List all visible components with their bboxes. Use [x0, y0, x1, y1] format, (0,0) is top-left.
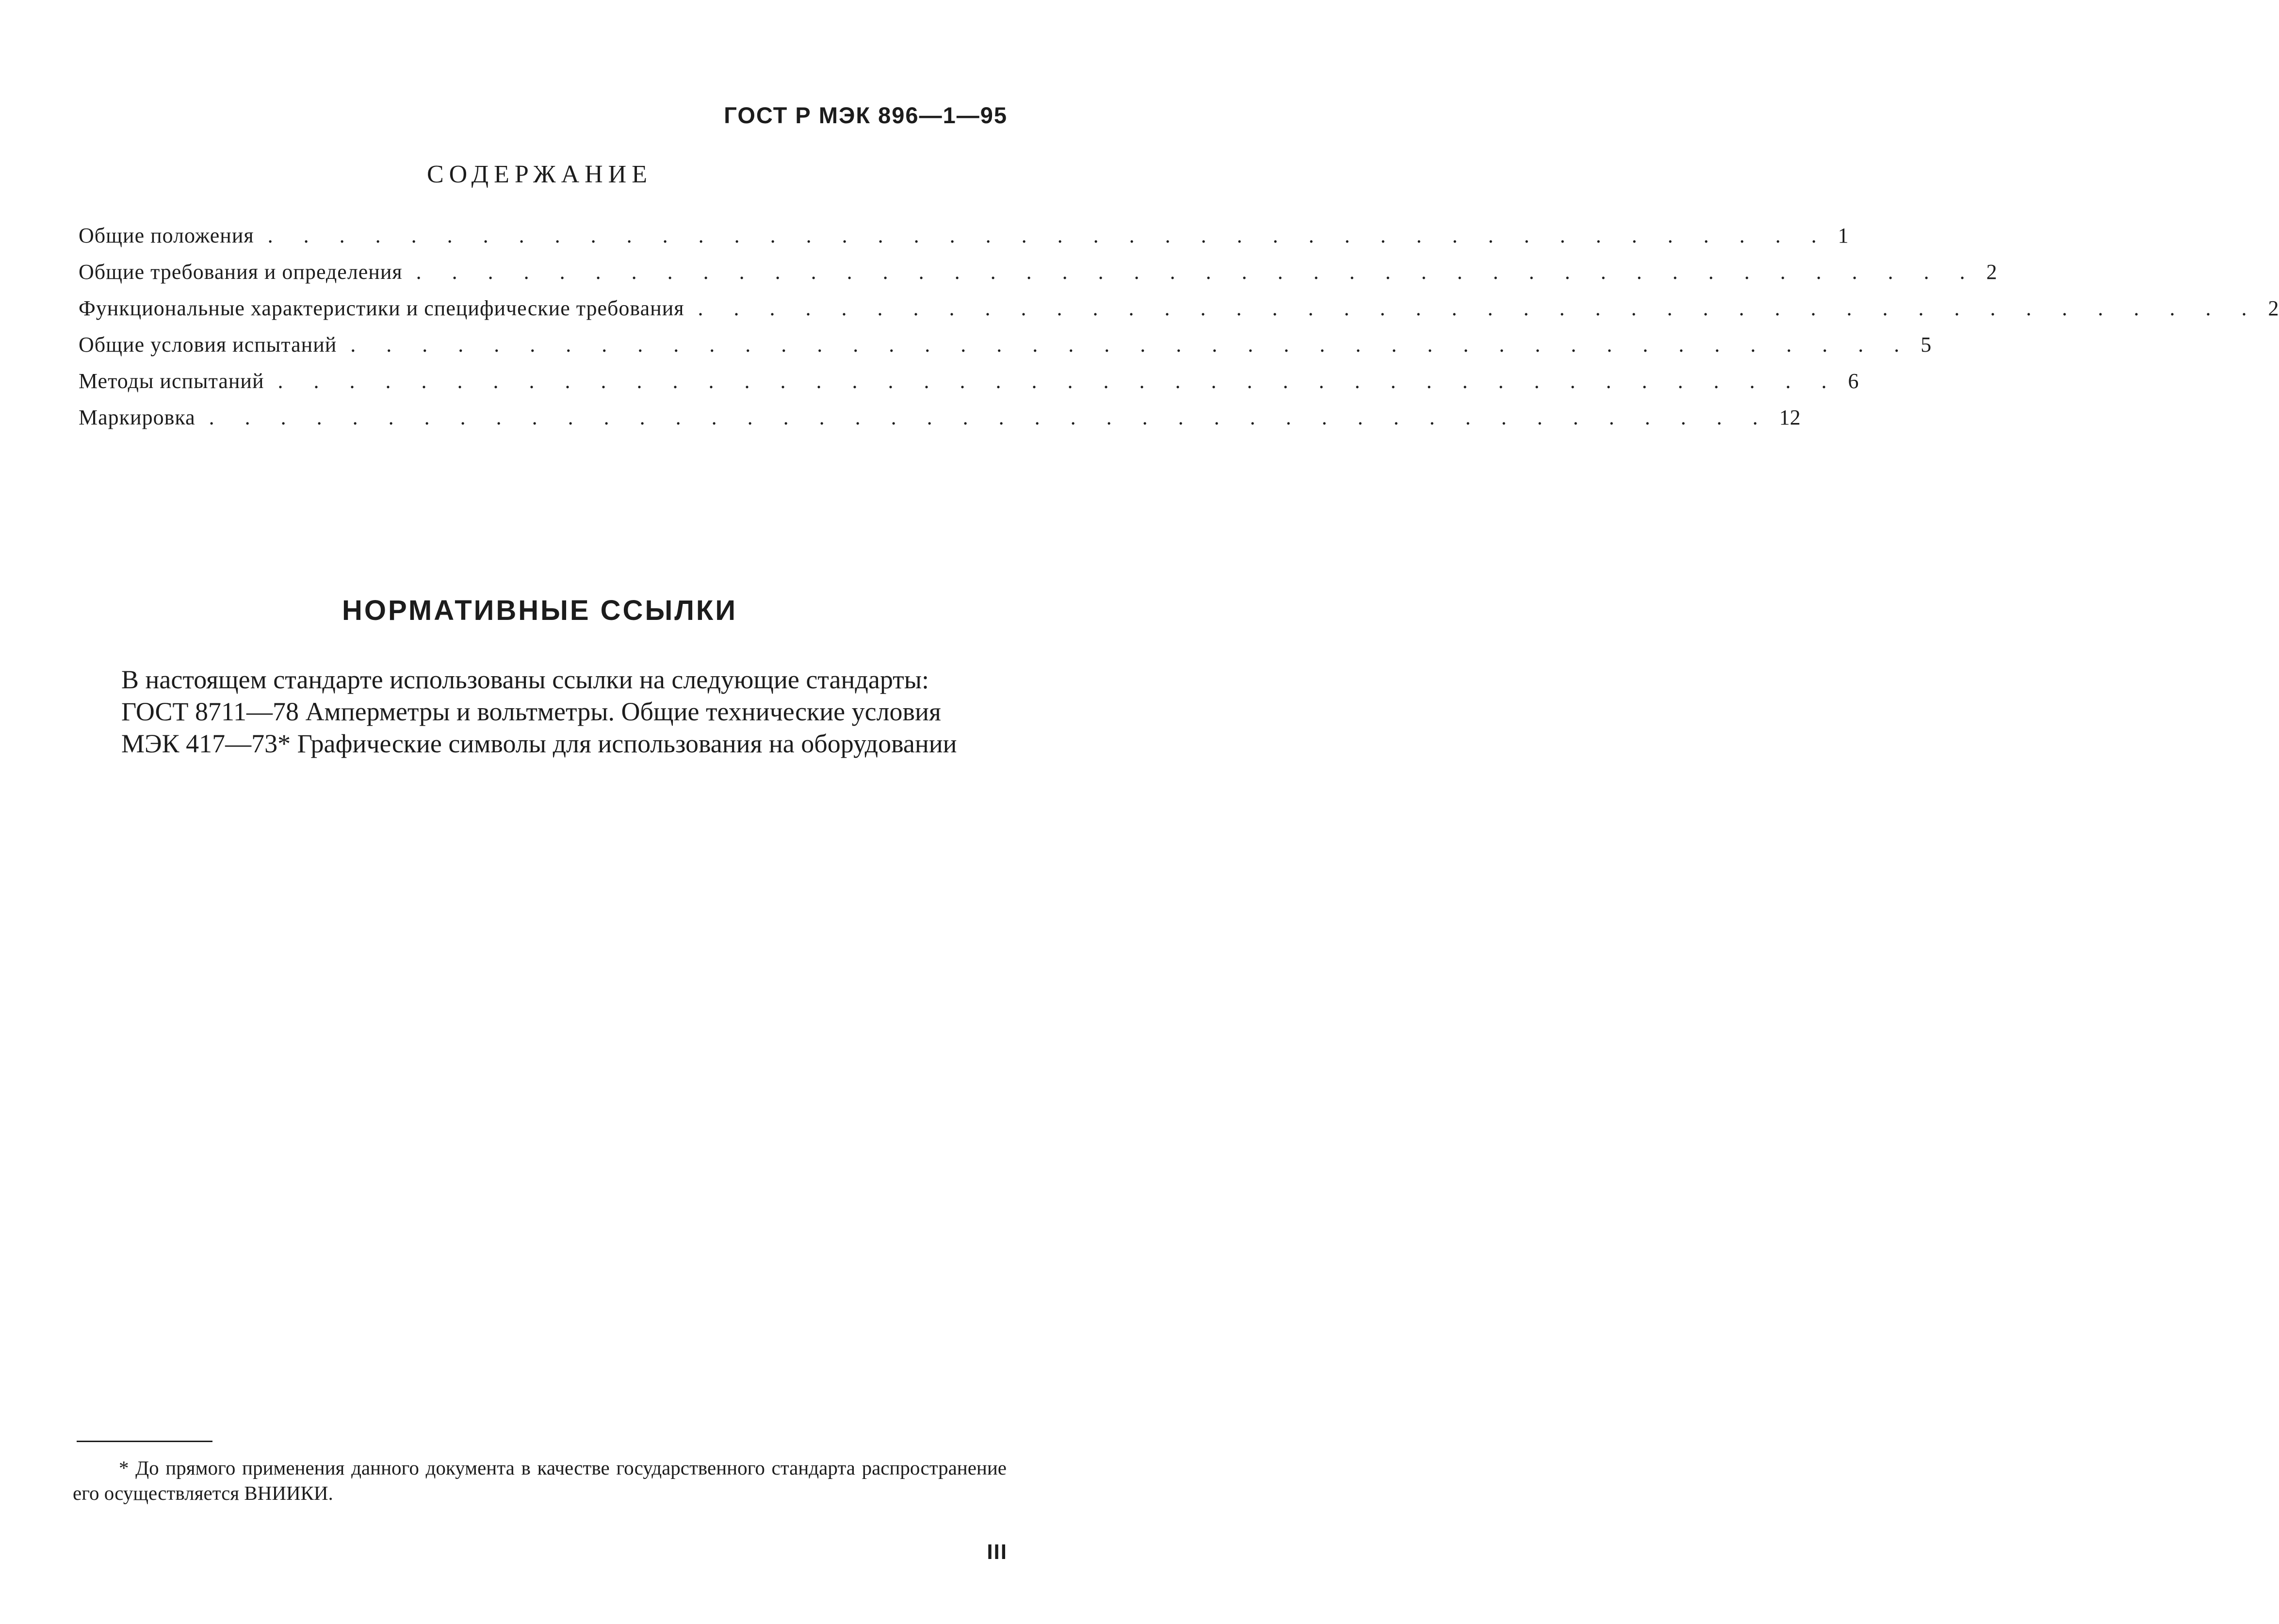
- toc-entry: [79, 296, 2279, 332]
- toc-entry-page: 1: [1838, 224, 1849, 247]
- toc-dot-leader: . . . . . . . . . . . . . . . . . . . . . . . . . . . . . . . . . . . . . . . . . . . .: [416, 260, 1978, 284]
- toc-entry: [79, 260, 1997, 296]
- toc-entry: [79, 223, 1849, 260]
- toc-entry: [79, 369, 1859, 405]
- references-title: НОРМАТИВНЫЕ ССЫЛКИ: [342, 595, 738, 626]
- references-intro: В настоящем стандарте использованы ссылки на следующие стандарты:: [121, 665, 929, 694]
- toc-entry-page: 6: [1848, 369, 1859, 393]
- toc-entry-page: 2: [1986, 260, 1997, 284]
- toc-entry-page: 12: [1779, 406, 1801, 429]
- toc-entry: [79, 332, 1932, 369]
- footnote: * До прямого применения данного документа в качестве государственного стандарта распространение его осуществляется ВНИИКИ.: [73, 1457, 1007, 1504]
- toc-dot-leader: . . . . . . . . . . . . . . . . . . . . . . . . . . . . . . . . . . . . . . . . . . . .: [277, 369, 1839, 393]
- toc-entry-label: Общие требования и определения: [79, 260, 403, 284]
- toc-entry-label: Маркировка: [79, 406, 195, 429]
- toc-entry-label: Функциональные характеристики и специфические требования: [79, 296, 684, 320]
- table-of-contents: [79, 223, 2279, 441]
- footnote-divider: [77, 1441, 212, 1442]
- toc-dot-leader: . . . . . . . . . . . . . . . . . . . . . . . . . . . . . . . . . . . . . . . . . . . .: [698, 296, 2260, 320]
- toc-entry-label: Методы испытаний: [79, 369, 264, 393]
- toc-entry: [79, 405, 1801, 441]
- toc-dot-leader: . . . . . . . . . . . . . . . . . . . . . . . . . . . . . . . . . . . . . . . . . . . .: [350, 333, 1912, 357]
- toc-dot-leader: . . . . . . . . . . . . . . . . . . . . . . . . . . . . . . . . . . . . . . . . . . . .: [209, 406, 1771, 429]
- toc-entry-label: Общие положения: [79, 224, 254, 247]
- contents-title: СОДЕРЖАНИЕ: [427, 161, 652, 188]
- toc-entry-page: 2: [2268, 296, 2279, 320]
- toc-entry-label: Общие условия испытаний: [79, 333, 337, 357]
- references-section: [75, 664, 1007, 760]
- reference-item: МЭК 417—73* Графические символы для использования на оборудовании: [121, 729, 957, 758]
- toc-entry-page: 5: [1921, 333, 1932, 357]
- toc-dot-leader: . . . . . . . . . . . . . . . . . . . . . . . . . . . . . . . . . . . . . . . . . . . .: [267, 224, 1829, 247]
- standard-code: ГОСТ Р МЭК 896—1—95: [724, 102, 1008, 128]
- page-number: III: [987, 1540, 1008, 1564]
- reference-item: ГОСТ 8711—78 Амперметры и вольтметры. Общие технические условия: [121, 697, 941, 726]
